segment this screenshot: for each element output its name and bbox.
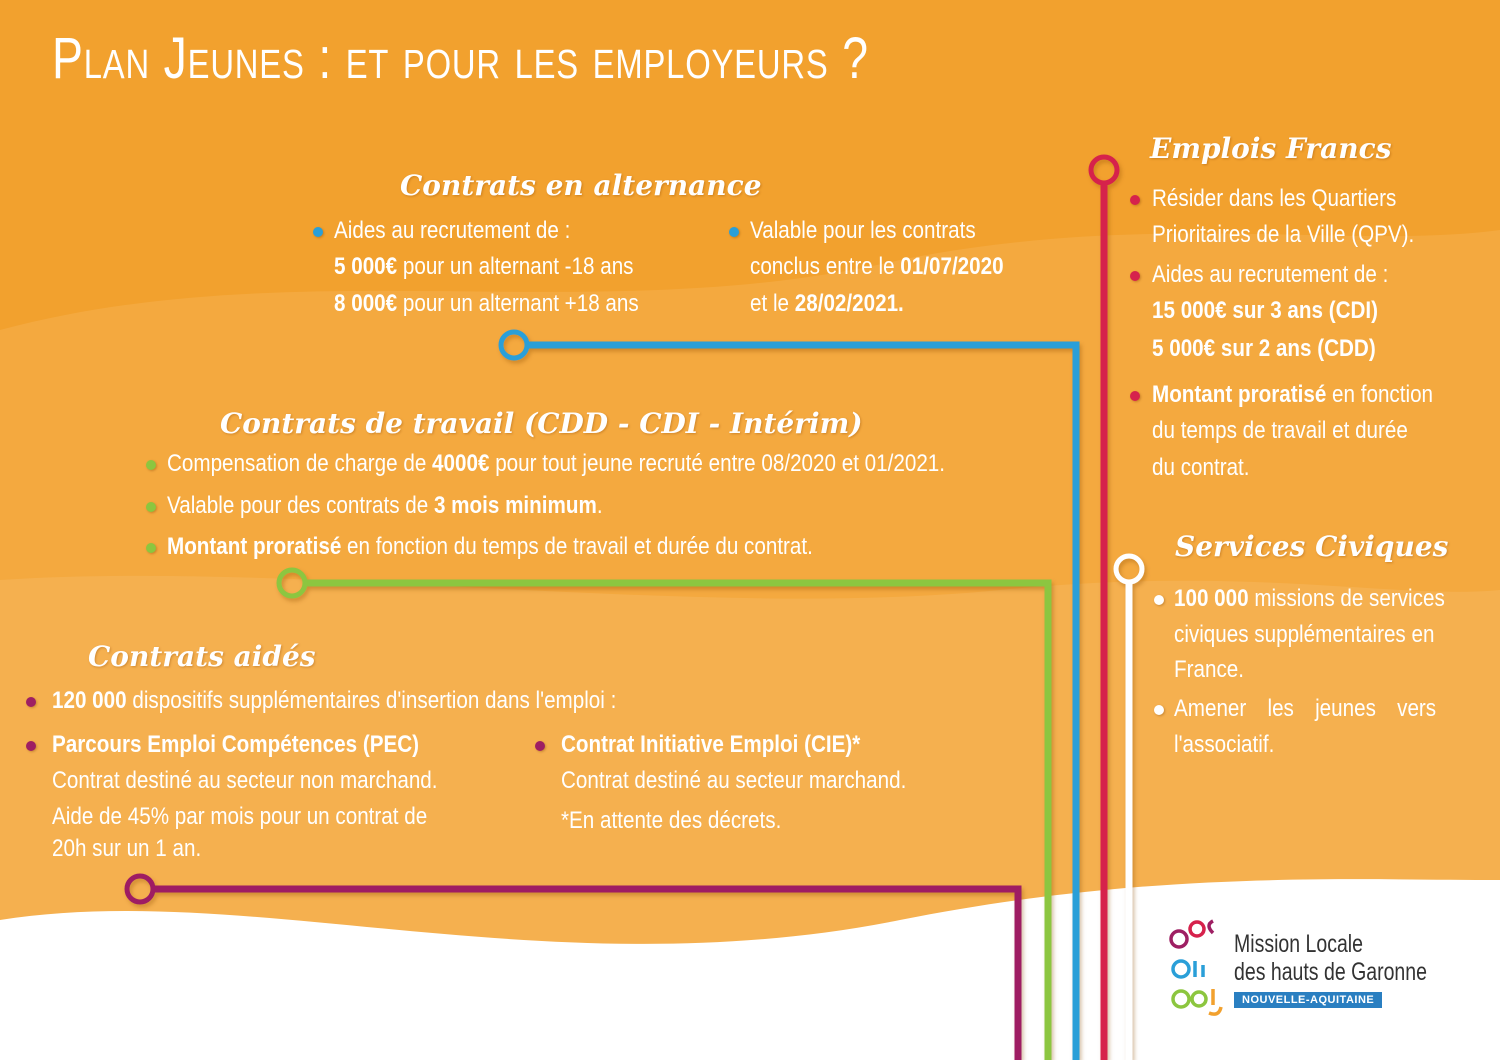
page-title: Plan Jeunes : et pour les employeurs ? bbox=[52, 26, 869, 91]
bullet-icon bbox=[26, 697, 36, 707]
civiques-b1-l2: civiques supplémentaires en bbox=[1174, 621, 1435, 648]
francs-heading: Emplois Francs bbox=[1150, 132, 1392, 165]
bullet-icon bbox=[1130, 391, 1140, 401]
valable-l2-text: conclus entre le bbox=[750, 253, 901, 280]
plum-line bbox=[154, 889, 1018, 1060]
bullet-icon bbox=[1154, 705, 1164, 715]
valable-l3-text: et le bbox=[750, 290, 795, 317]
alternance-aides-label: Aides au recrutement de : bbox=[334, 217, 571, 244]
bullet-icon bbox=[146, 502, 156, 512]
bullet-icon bbox=[146, 460, 156, 470]
bullet-icon bbox=[1130, 195, 1140, 205]
francs-cdd: 5 000€ sur 2 ans (CDD) bbox=[1152, 335, 1376, 362]
bullet-icon bbox=[1154, 595, 1164, 605]
pec-title-text: Parcours Emploi Compétences (PEC) bbox=[52, 731, 420, 758]
pec-line-2: Aide de 45% par mois pour un contrat de bbox=[52, 803, 428, 830]
aide1-amount: 5 000€ bbox=[334, 253, 398, 280]
cie-line-1: Contrat destiné au secteur marchand. bbox=[561, 767, 907, 794]
aide1-text: pour un alternant -18 ans bbox=[397, 253, 634, 280]
travail-bullet-1 bbox=[167, 446, 945, 482]
francs-b3-l3: du contrat. bbox=[1152, 454, 1250, 481]
date-start: 01/07/2020 bbox=[900, 253, 1004, 280]
t-b2a: Valable pour des contrats de bbox=[167, 492, 434, 519]
pec-line-3: 20h sur un 1 an. bbox=[52, 835, 202, 862]
t-b1c: pour tout jeune recruté entre 08/2020 et 01/2021. bbox=[489, 450, 946, 477]
civiques-b1-l1 bbox=[1174, 581, 1445, 617]
francs-b2-l1: Aides au recrutement de : bbox=[1152, 261, 1389, 288]
plum-ring bbox=[127, 876, 153, 902]
alternance-aide-2 bbox=[334, 286, 639, 322]
t-b1b: 4000€ bbox=[432, 450, 490, 477]
alternance-heading: Contrats en alternance bbox=[400, 169, 762, 202]
civiques-b1-text: missions de services bbox=[1248, 585, 1445, 612]
logo-line-2: des hauts de Garonne bbox=[1234, 958, 1427, 986]
bullet-icon bbox=[1130, 271, 1140, 281]
green-ring bbox=[279, 570, 305, 596]
francs-b3-text: en fonction bbox=[1326, 381, 1434, 408]
francs-b3-l1 bbox=[1152, 377, 1433, 413]
cie-title-text: Contrat Initiative Emploi (CIE)* bbox=[561, 731, 861, 758]
cie-line-2: *En attente des décrets. bbox=[561, 807, 782, 834]
francs-b2-l3 bbox=[1152, 331, 1376, 367]
alternance-valable-l1: Valable pour les contrats bbox=[750, 217, 976, 244]
blue-ring bbox=[501, 332, 527, 358]
francs-b1-l1: Résider dans les Quartiers bbox=[1152, 185, 1397, 212]
bullet-icon bbox=[535, 741, 545, 751]
civiques-b2-l2: l'associatif. bbox=[1174, 731, 1275, 758]
t-b2b: 3 mois minimum bbox=[433, 492, 597, 519]
logo-region-badge: NOUVELLE-AQUITAINE bbox=[1234, 992, 1382, 1008]
t-b3a: Montant proratisé bbox=[167, 533, 342, 560]
aide2-amount: 8 000€ bbox=[334, 290, 398, 317]
francs-b1-l2: Prioritaires de la Ville (QPV). bbox=[1152, 221, 1415, 248]
bullet-icon bbox=[26, 741, 36, 751]
aides-intro-text: dispositifs supplémentaires d'insertion dans l'emploi : bbox=[126, 687, 617, 714]
alternance-valable-l2 bbox=[750, 249, 1004, 285]
mission-locale-logo-icon bbox=[1165, 915, 1227, 1023]
civiques-b1-l3: France. bbox=[1174, 656, 1244, 683]
pec-title bbox=[52, 727, 419, 763]
alternance-valable-l3 bbox=[750, 286, 904, 322]
travail-bullet-3 bbox=[167, 529, 813, 565]
date-end: 28/02/2021. bbox=[794, 290, 904, 317]
white-ring bbox=[1116, 556, 1142, 582]
aides-heading: Contrats aidés bbox=[88, 640, 316, 673]
civiques-b2-l1: Amener les jeunes vers bbox=[1174, 695, 1437, 722]
bullet-icon bbox=[146, 543, 156, 553]
alternance-aide-1 bbox=[334, 249, 634, 285]
aides-intro bbox=[52, 683, 616, 719]
bullet-icon bbox=[313, 227, 323, 237]
francs-b3-bold: Montant proratisé bbox=[1152, 381, 1327, 408]
aides-intro-count: 120 000 bbox=[52, 687, 127, 714]
francs-b2-l2 bbox=[1152, 293, 1378, 329]
francs-b3-l2: du temps de travail et durée bbox=[1152, 417, 1408, 444]
travail-heading: Contrats de travail (CDD - CDI - Intérim) bbox=[220, 407, 863, 440]
logo-line-1: Mission Locale bbox=[1234, 930, 1363, 958]
cie-title bbox=[561, 727, 860, 763]
francs-cdi: 15 000€ sur 3 ans (CDI) bbox=[1152, 297, 1379, 324]
t-b2c: . bbox=[596, 492, 603, 519]
civiques-count: 100 000 bbox=[1174, 585, 1249, 612]
travail-bullet-2 bbox=[167, 488, 603, 524]
civiques-heading: Services Civiques bbox=[1175, 530, 1449, 563]
bullet-icon bbox=[729, 227, 739, 237]
red-ring bbox=[1091, 157, 1117, 183]
aide2-text: pour un alternant +18 ans bbox=[397, 290, 639, 317]
pec-line-1: Contrat destiné au secteur non marchand. bbox=[52, 767, 438, 794]
t-b3b: en fonction du temps de travail et durée du contrat. bbox=[341, 533, 813, 560]
t-b1a: Compensation de charge de bbox=[167, 450, 433, 477]
